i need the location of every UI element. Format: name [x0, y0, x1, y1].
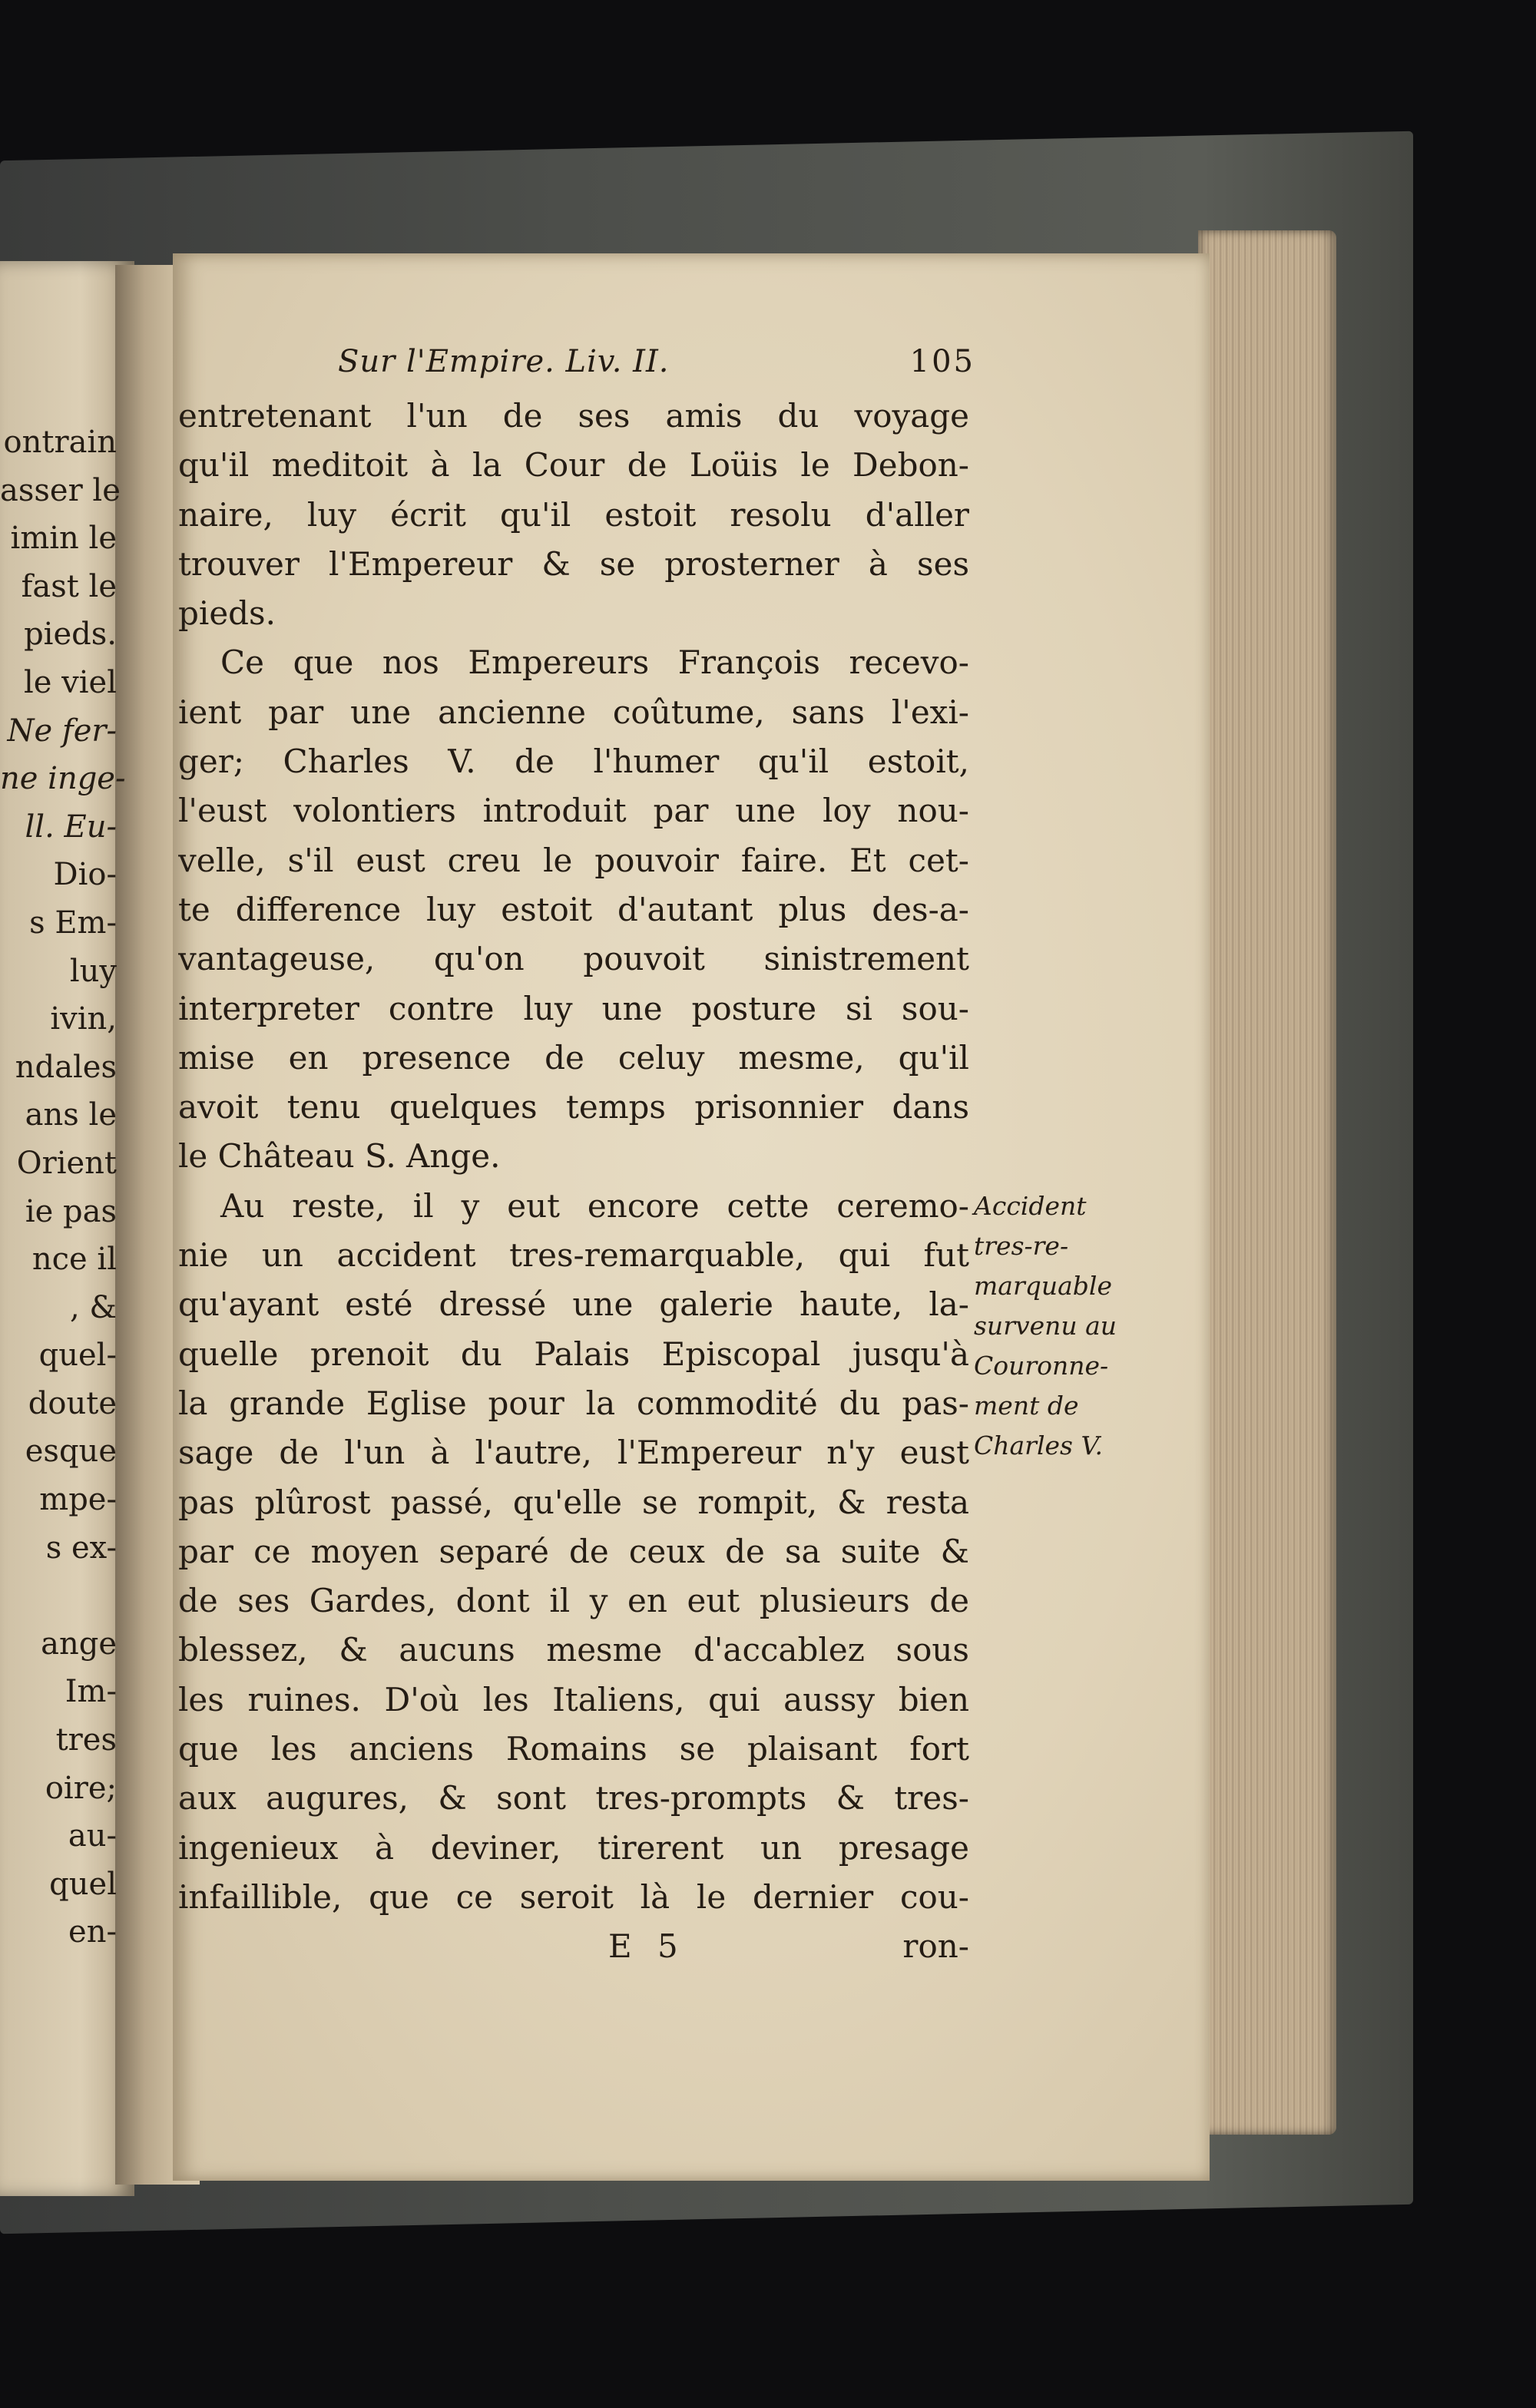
left-page-fragment: [0, 1572, 129, 1620]
text-line: quelle prenoit du Palais Episcopal jusqu'à: [178, 1335, 969, 1373]
left-page-fragment: ne inge-: [0, 761, 126, 797]
signature-mark: E 5: [608, 1927, 686, 1965]
marginal-note-line: Charles V.: [974, 1431, 1104, 1460]
left-page-fragment: Orient: [16, 1145, 117, 1181]
page-block-edge: [1198, 230, 1336, 2135]
left-page-fragment: doute: [28, 1385, 117, 1421]
text-line: ient par une ancienne coûtume, sans l'exi-: [178, 693, 969, 731]
left-page-fragment: esque: [25, 1434, 117, 1470]
left-page-fragment: nce il: [31, 1242, 117, 1278]
left-page-fragment: ndales: [15, 1049, 117, 1085]
running-head-title: Sur l'Empire. Liv. II.: [338, 344, 670, 379]
marginal-note: [974, 1186, 1158, 1466]
text-line: velle, s'il eust creu le pouvoir faire. Et cet-: [178, 841, 969, 879]
left-page-fragment: ans le: [25, 1097, 117, 1133]
text-line: pieds.: [178, 594, 276, 633]
text-line: trouver l'Empereur & se prosterner à ses: [178, 544, 969, 583]
left-page-fragment: le viel: [23, 664, 117, 700]
text-line: entretenant l'un de ses amis du voyage: [178, 397, 969, 435]
left-page-fragment: ontrain: [3, 425, 117, 460]
text-line: interpreter contre luy une posture si sou-: [178, 989, 969, 1027]
page-footer: [178, 1927, 969, 1976]
left-page-fragment: Im-: [65, 1674, 117, 1710]
left-page-fragment: asser le: [0, 472, 121, 508]
page-number: 105: [909, 344, 975, 379]
text-line: sage de l'un à l'autre, l'Empereur n'y eust: [178, 1434, 969, 1472]
text-line: le Château S. Ange.: [178, 1137, 501, 1176]
text-line: l'eust volontiers introduit par une loy nou-: [178, 792, 969, 830]
text-line: de ses Gardes, dont il y en eut plusieurs de: [178, 1582, 969, 1620]
left-page-fragment: pieds.: [24, 617, 117, 653]
text-line: qu'ayant esté dressé une galerie haute, la-: [178, 1285, 969, 1324]
text-line: ger; Charles V. de l'humer qu'il estoit,: [178, 743, 969, 781]
left-page-fragment: imin le: [10, 521, 117, 557]
left-page-text: [0, 418, 129, 1957]
text-line: pas plûrost passé, qu'elle se rompit, & resta: [178, 1483, 969, 1521]
left-page-fragment: Dio-: [53, 857, 117, 893]
left-page-fragment: quel-: [38, 1338, 117, 1374]
text-line: naire, luy écrit qu'il estoit resolu d'aller: [178, 495, 969, 534]
left-page-fragment: mpe-: [39, 1482, 117, 1518]
left-page-fragment: ll. Eu-: [25, 809, 117, 845]
left-page-fragment: ivin,: [50, 1001, 117, 1037]
marginal-note-line: tres-re-: [974, 1231, 1069, 1261]
left-page-fragment: quel: [49, 1866, 117, 1902]
left-page-fragment: s Em-: [29, 905, 117, 941]
text-line: avoit tenu quelques temps prisonnier dans: [178, 1088, 969, 1126]
marginal-note-line: ment de: [974, 1391, 1079, 1421]
left-page-fragment: s ex-: [45, 1530, 117, 1566]
left-page-fragment: luy: [69, 953, 117, 989]
catchword: ron-: [902, 1927, 969, 1965]
running-head: [338, 344, 975, 390]
left-page-fragment: Ne fer-: [7, 713, 117, 749]
marginal-note-line: marquable: [974, 1271, 1113, 1301]
text-line: Ce que nos Empereurs François recevo-: [220, 643, 969, 682]
marginal-note-line: Accident: [974, 1191, 1087, 1221]
text-line: nie un accident tres-remarquable, qui fut: [178, 1236, 969, 1275]
left-page-fragment: oire;: [45, 1770, 117, 1806]
text-line: vantageuse, qu'on pouvoit sinistrement: [178, 940, 969, 978]
marginal-note-line: survenu au: [974, 1311, 1117, 1341]
text-line: ingenieux à deviner, tirerent un presage: [178, 1828, 969, 1867]
text-line: que les anciens Romains se plaisant fort: [178, 1730, 969, 1768]
marginal-note-line: Couronne-: [974, 1351, 1109, 1381]
left-page-fragment: ange: [41, 1626, 117, 1662]
left-page-fragment: fast le: [21, 568, 117, 604]
text-line: les ruines. D'où les Italiens, qui aussy bien: [178, 1680, 969, 1718]
text-line: te difference luy estoit d'autant plus des-a-: [178, 890, 969, 928]
text-line: blessez, & aucuns mesme d'accablez sous: [178, 1631, 969, 1669]
body-text: [178, 392, 969, 1922]
left-page-fragment: ie pas: [25, 1193, 117, 1229]
text-line: la grande Eglise pour la commodité du pas-: [178, 1384, 969, 1422]
text-line: qu'il meditoit à la Cour de Loüis le Debon-: [178, 446, 969, 485]
left-page-fragment: , &: [69, 1289, 117, 1325]
text-line: Au reste, il y eut encore cette ceremo-: [220, 1186, 969, 1225]
left-page-fragment: tres: [55, 1722, 117, 1758]
text-line: infaillible, que ce seroit là le dernier cou-: [178, 1877, 969, 1916]
text-line: par ce moyen separé de ceux de sa suite &: [178, 1532, 969, 1570]
text-line: mise en presence de celuy mesme, qu'il: [178, 1038, 969, 1077]
text-line: aux augures, & sont tres-prompts & tres-: [178, 1779, 969, 1818]
left-page-fragment: au-: [68, 1818, 117, 1854]
left-page-fragment: en-: [68, 1914, 117, 1950]
